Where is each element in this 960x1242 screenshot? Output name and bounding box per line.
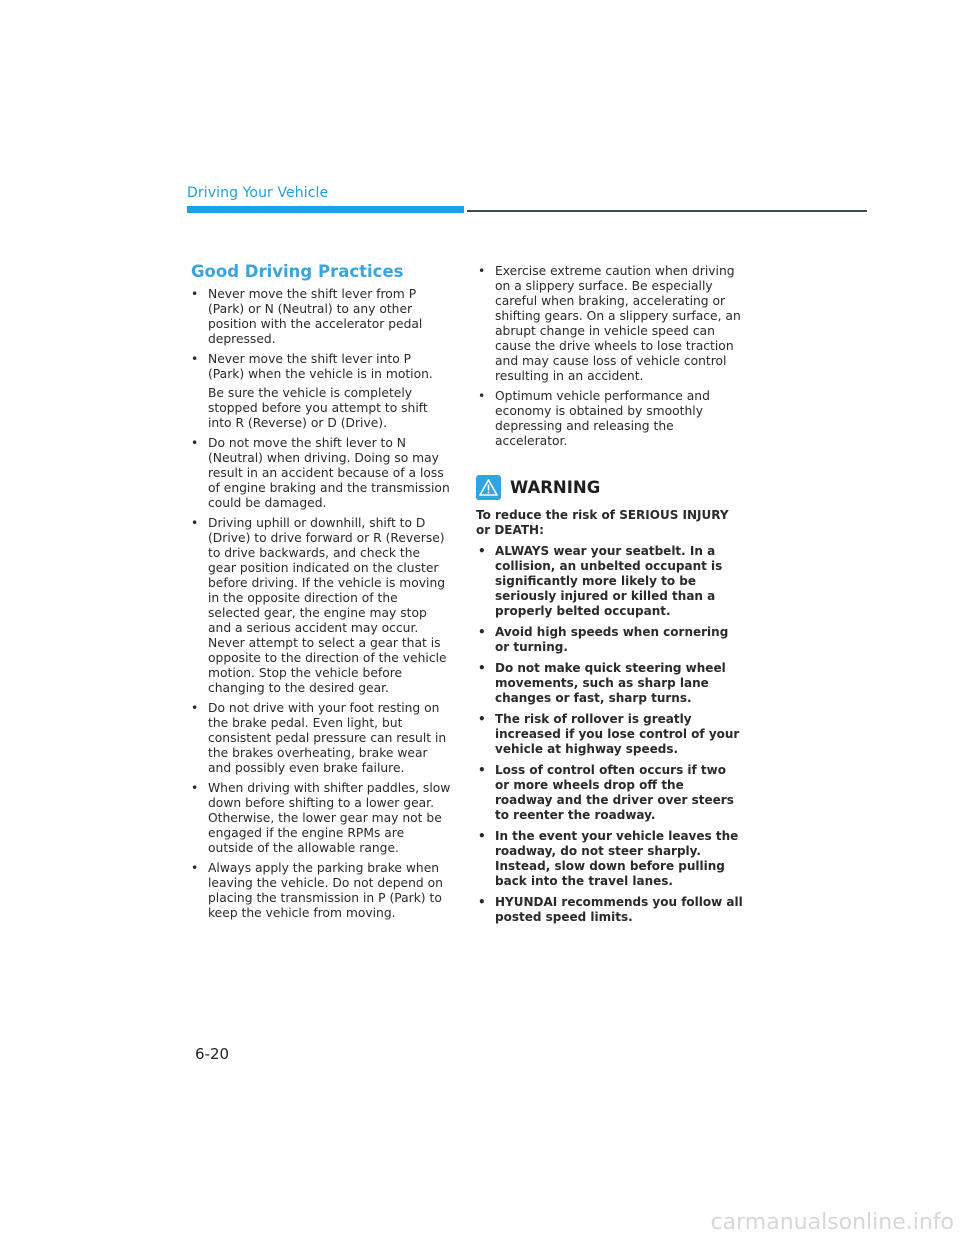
list-item [476,625,744,655]
bullet-icon: • [191,781,199,795]
list-item-text: Do not drive with your foot resting on the brake pedal. Even light, but consistent pedal pressure can result in the brakes overheating, brake wear and possibly even brake failure. [208,701,447,775]
list-item [476,829,744,889]
warning-title: WARNING [510,478,601,497]
watermark: carmanualsonline.info [710,1210,954,1235]
bullet-icon: • [478,661,486,675]
list-item [476,712,744,757]
list-item-text: HYUNDAI recommends you follow all posted speed limits. [495,895,743,924]
list-item-text: In the event your vehicle leaves the roadway, do not steer sharply. Instead, slow down before pulling back into the travel lanes. [495,829,739,888]
warning-intro: To reduce the risk of SERIOUS INJURY or DEATH: [476,508,729,537]
header-rule [467,210,867,212]
list-item-text: Do not make quick steering wheel movements, such as sharp lane changes or fast, sharp turns. [495,661,726,705]
bullet-icon: • [478,712,486,726]
list-item [189,516,451,696]
list-item-text: The risk of rollover is greatly increased if you lose control of your vehicle at highway speeds. [495,712,740,756]
list-item [189,861,451,921]
list-item-text: Exercise extreme caution when driving on a slippery surface. Be especially careful when braking, accelerating or shifting gears. On a slippery surface, an abrupt change in vehicle speed can cause the drive wheels to lose traction and may cause loss of vehicle control resulting in an accident. [495,264,741,383]
list-item [476,661,744,706]
right-column [476,264,744,931]
list-item [476,264,744,384]
warning-header [476,475,744,500]
list-item-text: Never move the shift lever into P (Park) when the vehicle is in motion. [208,352,433,381]
running-header: Driving Your Vehicle [187,185,329,201]
list-item [476,389,744,449]
list-item [189,436,451,511]
bullet-icon: • [478,625,486,639]
bullet-icon: • [478,763,486,777]
list-item-text: Always apply the parking brake when leaving the vehicle. Do not depend on placing the transmission in P (Park) to keep the vehicle from moving. [208,861,443,920]
list-item [476,895,744,925]
bullet-icon: • [191,287,199,301]
bullet-icon: • [191,436,199,450]
warning-triangle-icon [476,475,501,500]
warning-list [476,544,744,925]
practice-list [189,287,451,921]
bullet-icon: • [191,701,199,715]
list-item-text: Optimum vehicle performance and economy is obtained by smoothly depressing and releasing the accelerator. [495,389,710,448]
header-accent-bar [187,206,464,213]
bullet-icon: • [478,389,486,403]
practice-list-continued [476,264,744,449]
bullet-icon: • [191,352,199,366]
list-item-text: Never move the shift lever from P (Park) or N (Neutral) to any other position with the accelerator pedal depressed. [208,287,423,346]
left-column [189,262,451,926]
list-item [476,763,744,823]
list-item-text: Avoid high speeds when cornering or turning. [495,625,729,654]
list-item-text: ALWAYS wear your seatbelt. In a collision, an unbelted occupant is significantly more likely to be seriously injured or killed than a properly belted occupant. [495,544,723,618]
list-item [476,544,744,619]
list-item-text: Driving uphill or downhill, shift to D (Drive) to drive forward or R (Reverse) to drive backwards, and check the gear position indicated on the cluster before driving. If the vehicle is moving in the opposite direction of the selected gear, the engine may stop and a serious accident may occur. Never attempt to select a gear that is opposite to the direction of the vehicle motion. Stop the vehicle before changing to the desired gear. [208,516,447,695]
bullet-icon: • [191,516,199,530]
bullet-icon: • [478,895,486,909]
list-item [189,781,451,856]
page-number: 6-20 [195,1045,230,1063]
list-item [189,287,451,347]
bullet-icon: • [478,264,486,278]
bullet-icon: • [191,861,199,875]
list-item-text: When driving with shifter paddles, slow down before shifting to a lower gear. Otherwise, the lower gear may not be engaged if the engine RPMs are outside of the allowable range. [208,781,451,855]
list-item-text: Loss of control often occurs if two or more wheels drop off the roadway and the driver over steers to reenter the roadway. [495,763,734,822]
list-item [189,701,451,776]
list-item-note: Be sure the vehicle is completely stopped before you attempt to shift into R (Reverse) or D (Drive). [208,386,428,430]
bullet-icon: • [478,544,486,558]
section-heading: Good Driving Practices [191,262,404,281]
list-item [189,352,451,431]
bullet-icon: • [478,829,486,843]
list-item-text: Do not move the shift lever to N (Neutral) when driving. Doing so may result in an accident because of a loss of engine braking and the transmission could be damaged. [208,436,450,510]
